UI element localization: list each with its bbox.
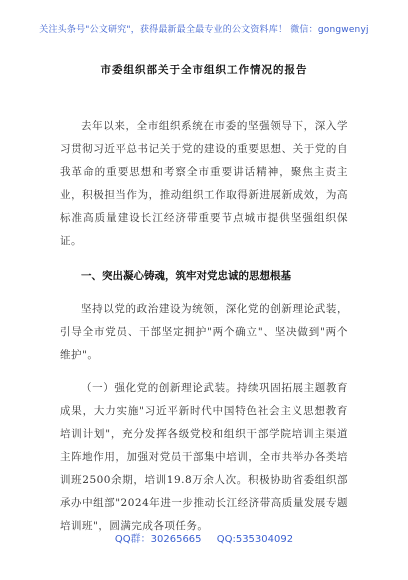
document-page: [60, 62, 348, 538]
section-intro-paragraph: 坚持以党的政治建设为统领，深化党的创新理论武装，引导全市党员、干部坚定拥护"两个确立"、坚决做到"两个维护"。: [60, 303, 348, 361]
header-banner: 关注头条号"公文研究"，获得最新最全最专业的公文资料库！ 微信：gongwenyj: [39, 25, 369, 35]
footer-contact: [0, 530, 408, 545]
section-heading: 一、突出凝心铸魂，筑牢对党忠诚的思想根基: [81, 270, 291, 282]
document-title: 市委组织部关于全市组织工作情况的报告: [100, 64, 308, 76]
intro-paragraph: 去年以来，全市组织系统在市委的坚强领导下，深入学习贯彻习近平总书记关于党的建设的重要思想、关于党的自我革命的重要思想和考察全市重要讲话精神，聚焦主责主业，积极担当作为，推动组织工作取得新进展新成效，为高标准高质量建设长江经济带重要节点城市提供坚强组织保证。: [60, 120, 348, 247]
qq-group-text: QQ群：30265665: [114, 534, 202, 545]
section-item-paragraph: （一）强化党的创新理论武装。持续巩固拓展主题教育成果，大力实施"习近平新时代中国特色社会主义思想教育培训计划"，充分发挥各级党校和组织干部学院培训主渠道主阵地作用，加强对党员干部集中培训，全市共举办各类培训班2500余期，培训19.8万余人次。积极协助省委组织部承办中组部"2024年进一步推动长江经济带高质量发展专题培训班"，圆满完成各项任务。: [60, 382, 348, 532]
qq-text: QQ:535304092: [216, 534, 294, 545]
